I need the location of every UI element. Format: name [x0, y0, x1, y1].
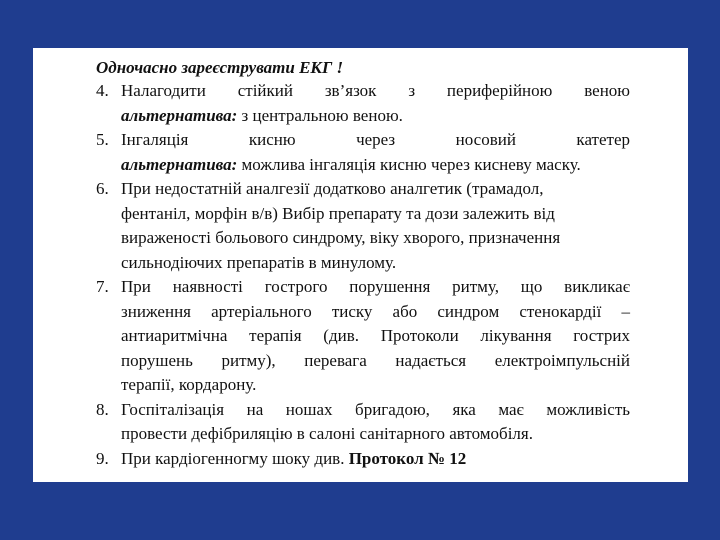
item-alternative-line [121, 153, 630, 178]
protocol-steps-list [96, 79, 630, 471]
list-item-6 [96, 177, 630, 275]
item-line [121, 177, 630, 202]
item-line: При наявності гострого порушення ритму, що викликає [121, 277, 630, 296]
line-text: При недостатній аналгезії додатково аналгетик (трамадол, [121, 179, 544, 198]
alternative-text: можлива інгаляція кисню через кисневу маску. [237, 154, 581, 174]
item-line: Госпіталізація на ношах бригадою, яка має можливість [121, 399, 630, 419]
item-number: 7. [96, 277, 109, 296]
item-line: антиаритмічна терапія (див. Протоколи лікування гострих [121, 326, 630, 345]
list-item-7 [96, 275, 630, 398]
alternative-text: з центральною веною. [237, 105, 403, 125]
line-text: сильнодіючих препаратів в минулому. [121, 252, 397, 272]
list-item-8 [96, 398, 630, 447]
item-line: Інгаляція кисню через носовий катетер [121, 130, 630, 149]
document-heading: Одночасно зареєструвати ЕКГ ! [96, 58, 344, 77]
item-alternative-line [121, 104, 630, 129]
list-item-4 [96, 79, 630, 128]
item-line [121, 251, 630, 276]
line-text: При кардіогенногму шоку див. [121, 448, 349, 468]
alternative-condensed [121, 153, 581, 178]
item-line [121, 202, 630, 227]
item-line: терапії, кордарону. [121, 375, 257, 394]
protocol-reference: Протокол № 12 [348, 448, 467, 468]
item-line: провести дефібриляцію в салоні санітарного автомобіля. [121, 424, 533, 443]
item-line: порушень ритму), перевага надається електроімпульсній [121, 350, 630, 370]
alternative-label: альтернатива: [121, 105, 238, 125]
item-line: зниження артеріального тиску або синдром стенокардії – [121, 301, 630, 321]
line-text: фентаніл, морфін в/в) Вибір препарату та дози залежить від [121, 203, 555, 223]
item-number: 5. [96, 130, 109, 149]
item-number: 6. [96, 179, 109, 198]
line-text: вираженості больового синдрому, віку хворого, призначення [121, 228, 561, 247]
list-item-9 [96, 447, 630, 472]
item-line: Налагодити стійкий зв’язок з периферійною веною [121, 81, 630, 100]
alternative-label: альтернатива: [121, 154, 238, 174]
item-number: 8. [96, 399, 109, 419]
document-page [33, 48, 688, 482]
item-number: 9. [96, 448, 109, 468]
item-line [121, 226, 630, 251]
item-line [121, 447, 630, 472]
item-number: 4. [96, 81, 109, 100]
list-item-5 [96, 128, 630, 177]
